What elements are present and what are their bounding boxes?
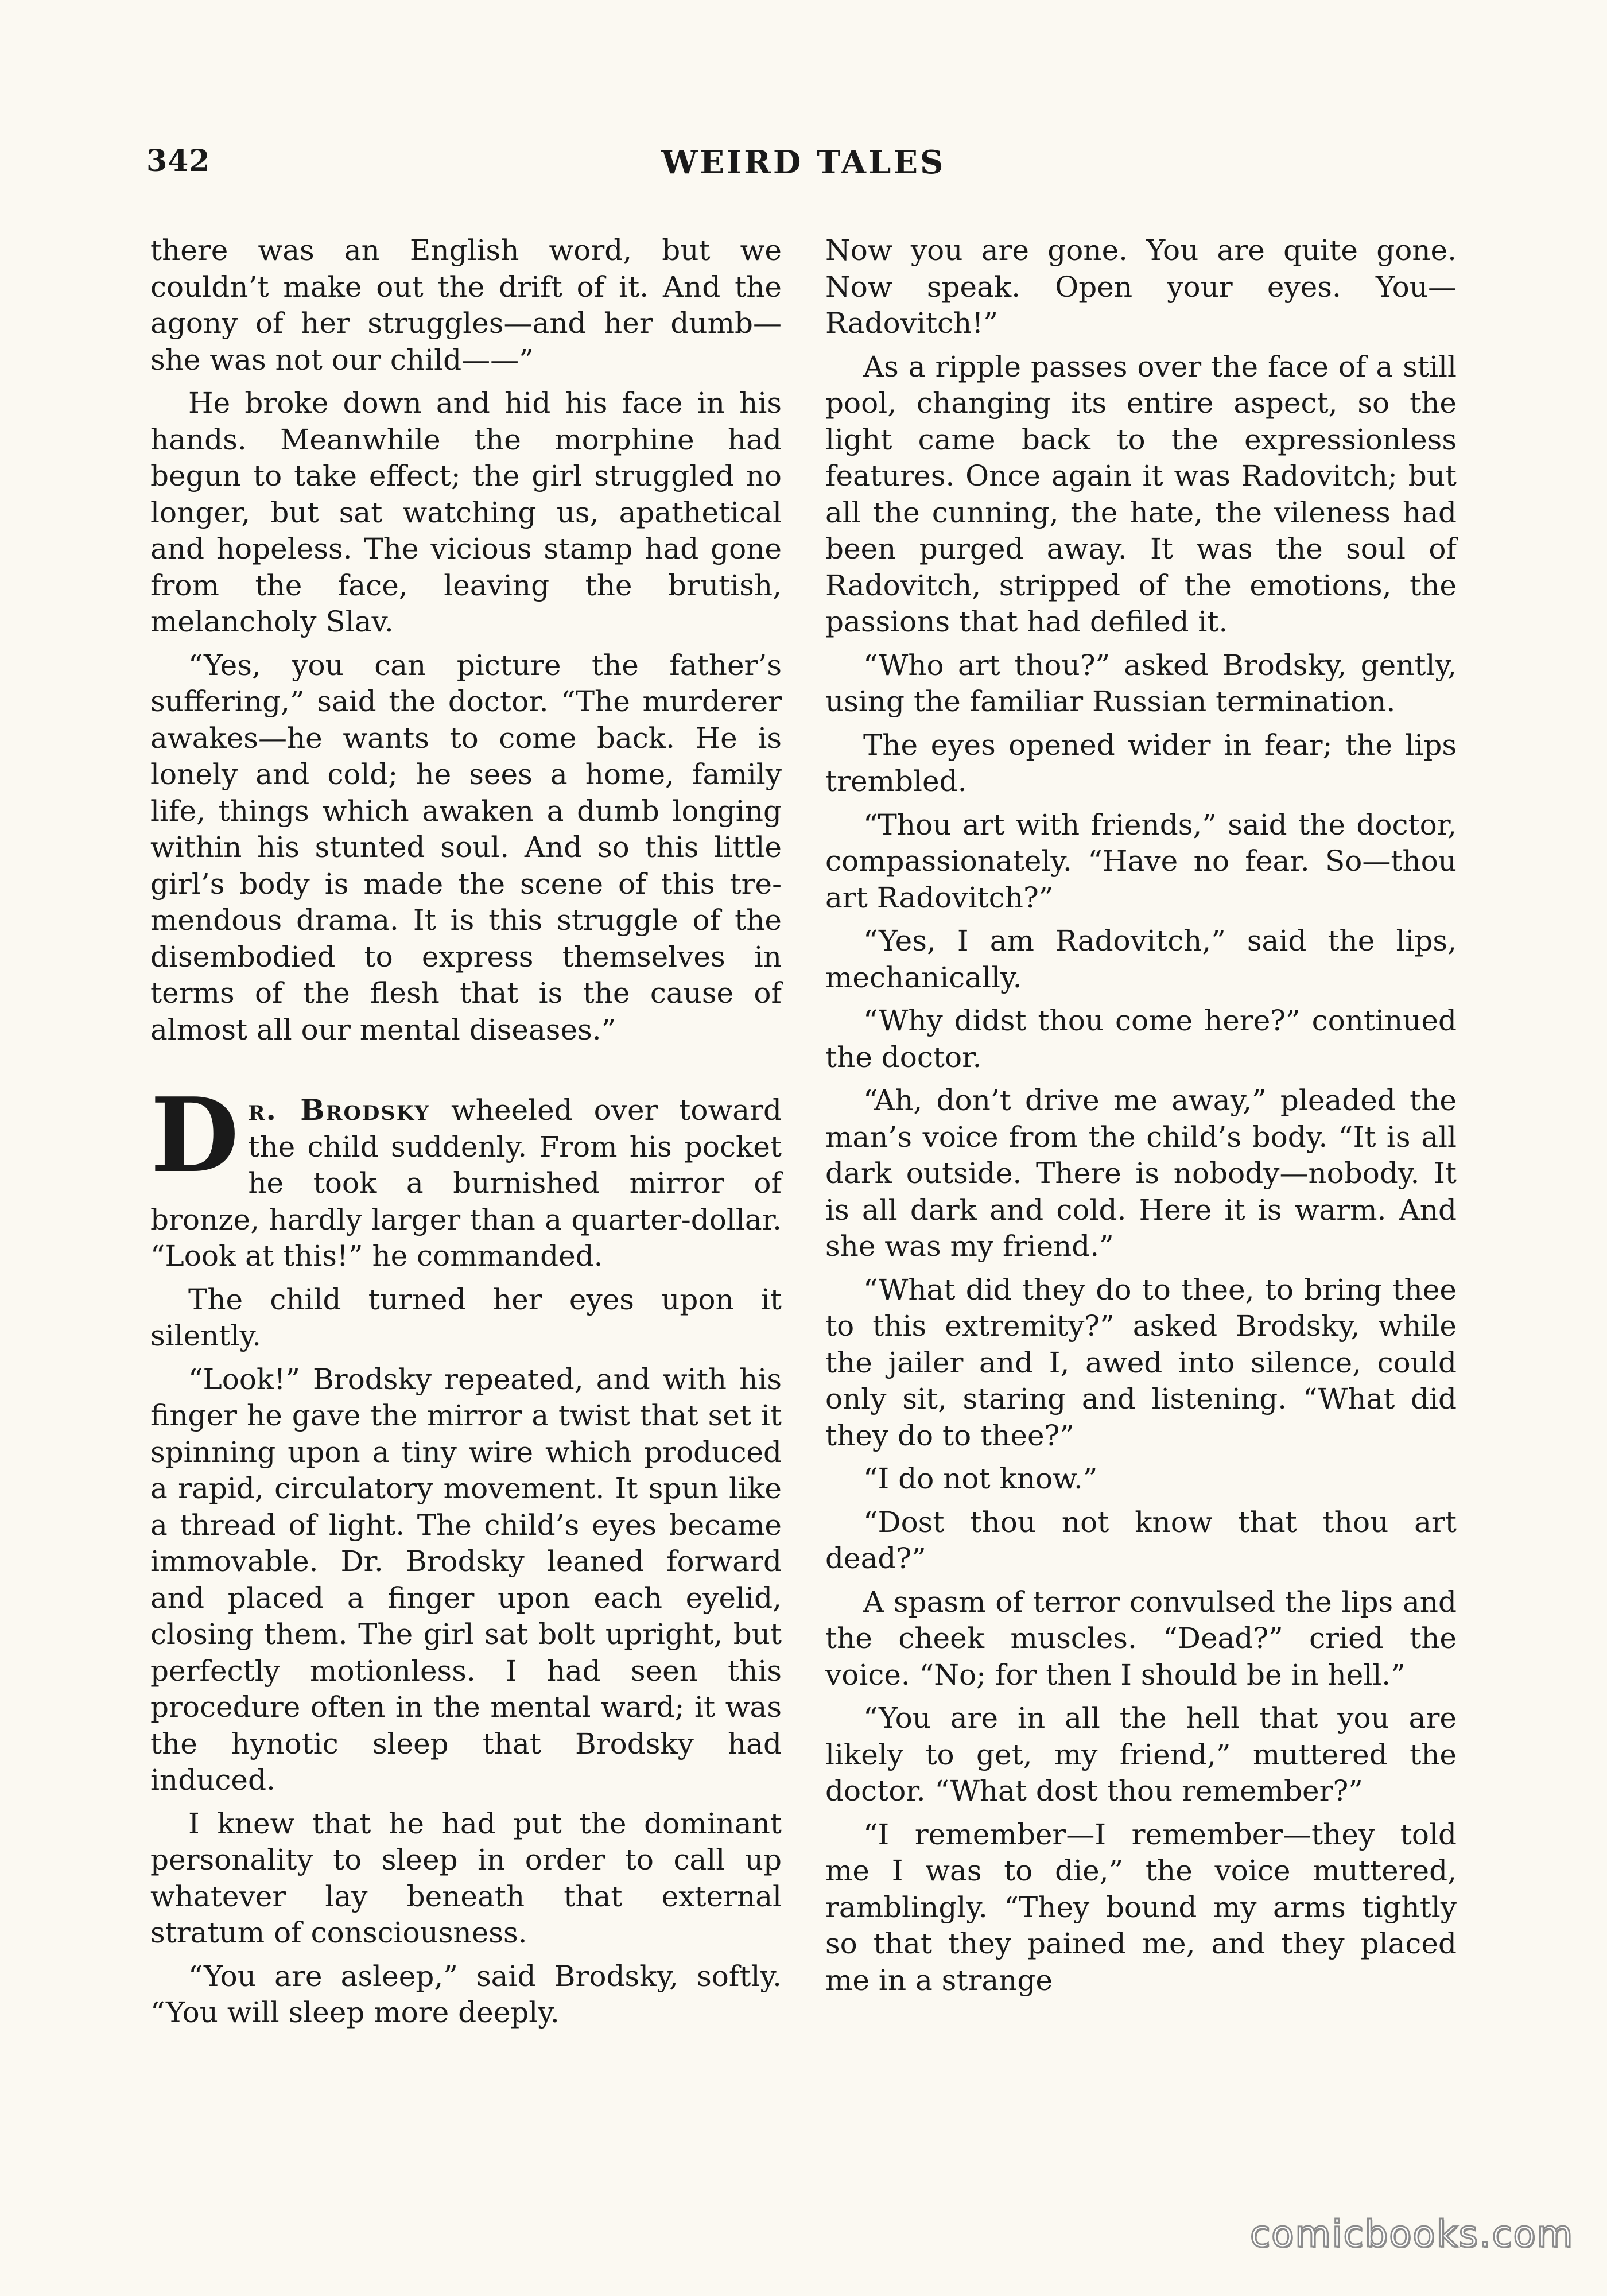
paragraph: “I do not know.” <box>863 1462 1098 1495</box>
running-head-title: WEIRD TALES <box>661 144 946 181</box>
paragraph: The eyes opened wider in fear; the lips trembled. <box>825 728 1457 798</box>
paragraph: “Yes, you can picture the father’s suffering,” said the doctor. “The murderer awakes—he wants to come back. He is lonely and cold; he sees a home, family life, things which awaken a dumb longing within his stunted soul. And so this little girl’s body is made the scene of this tremendous drama. It is this struggle of the disembodied to express themselves in terms of the flesh that is the cause of almost all our mental diseases.” <box>150 648 782 1046</box>
paragraph: “Yes, I am Radovitch,” said the lips, mechanically. <box>825 924 1457 994</box>
paragraph: He broke down and hid his face in his hands. Meanwhile the morphine had begun to take effect; the girl struggled no longer, but sat watching us, apathetical and hopeless. The vicious stamp had gone from the face, leaving the brutish, melancholy Slav. <box>150 386 782 638</box>
paragraph: “Who art thou?” asked Brodsky, gently, using the familiar Russian termination. <box>825 648 1457 718</box>
paragraph: “Why didst thou come here?” continued the doctor. <box>825 1004 1457 1074</box>
paragraph: A spasm of terror convulsed the lips and the cheek muscles. “Dead?” cried the voice. “No; for then I should be in hell.” <box>825 1585 1457 1692</box>
paragraph: Now you are gone. You are quite gone. Now speak. Open your eyes. You—Radovitch!” <box>825 234 1457 340</box>
left-column <box>150 232 782 2038</box>
paragraph-text: wheeled over toward the child suddenly. From his pocket he took a burnished mirror of bronze, hardly larger than a quarter-dollar. “Look at this!” he commanded. <box>150 1093 782 1273</box>
section-opening-paragraph <box>150 1075 782 1275</box>
paragraph: “What did they do to thee, to bring thee to this extremity?” asked Brodsky, while the jailer and I, awed into silence, could only sit, staring and listening. “What did they do to thee?” <box>825 1273 1457 1452</box>
paragraph: “Dost thou not know that thou art dead?” <box>825 1505 1457 1575</box>
paragraph: “Look!” Brodsky repeated, and with his finger he gave the mirror a twist that set it spinning upon a tiny wire which produced a rapid, circulatory movement. It spun like a thread of light. The child’s eyes became immovable. Dr. Brodsky leaned forward and placed a finger upon each eyelid, closing them. The girl sat bolt upright, but perfectly motionless. I had seen this procedure often in the mental ward; it was the hynotic sleep that Brodsky had induced. <box>150 1362 782 1797</box>
paragraph: “Ah, don’t drive me away,” pleaded the man’s voice from the child’s body. “It is all dark outside. There is nobody—nobody. It is all dark and cold. Here it is warm. And she was my friend.” <box>825 1084 1457 1263</box>
paragraph: As a ripple passes over the face of a still pool, changing its entire aspect, so the light came back to the expressionless features. Once again it was Radovitch; but all the cunning, the hate, the vileness had been purged away. It was the soul of Radovitch, stripped of the emotions, the passions that had defiled it. <box>825 350 1457 638</box>
paragraph: “Thou art with friends,” said the doctor, compassionately. “Have no fear. So—thou art Radovitch?” <box>825 808 1457 914</box>
paragraph: “You are in all the hell that you are likely to get, my friend,” muttered the doctor. “What dost thou remember?” <box>825 1701 1457 1808</box>
small-caps-lead: r. Brodsky <box>248 1093 430 1127</box>
drop-cap: D <box>150 1075 239 1195</box>
paragraph: there was an English word, but we couldn’t make out the drift of it. And the agony of her struggles—and her dumb—she was not our child——” <box>150 234 782 377</box>
paragraph: “You are asleep,” said Brodsky, softly. “You will sleep more deeply. <box>150 1959 782 2029</box>
paragraph: I knew that he had put the dominant personality to sleep in order to call up whatever lay beneath that external stratum of consciousness. <box>150 1806 782 1949</box>
right-column <box>825 232 1457 2006</box>
page-number: 342 <box>146 144 211 179</box>
site-watermark: comicbooks.com <box>1249 2213 1574 2256</box>
paragraph: The child turned her eyes upon it silently. <box>150 1282 782 1352</box>
paragraph: “I remember—I remember—they told me I was to die,” the voice muttered, ramblingly. “They bound my arms tightly so that they pained me, and they placed me in a strange <box>825 1817 1457 1997</box>
